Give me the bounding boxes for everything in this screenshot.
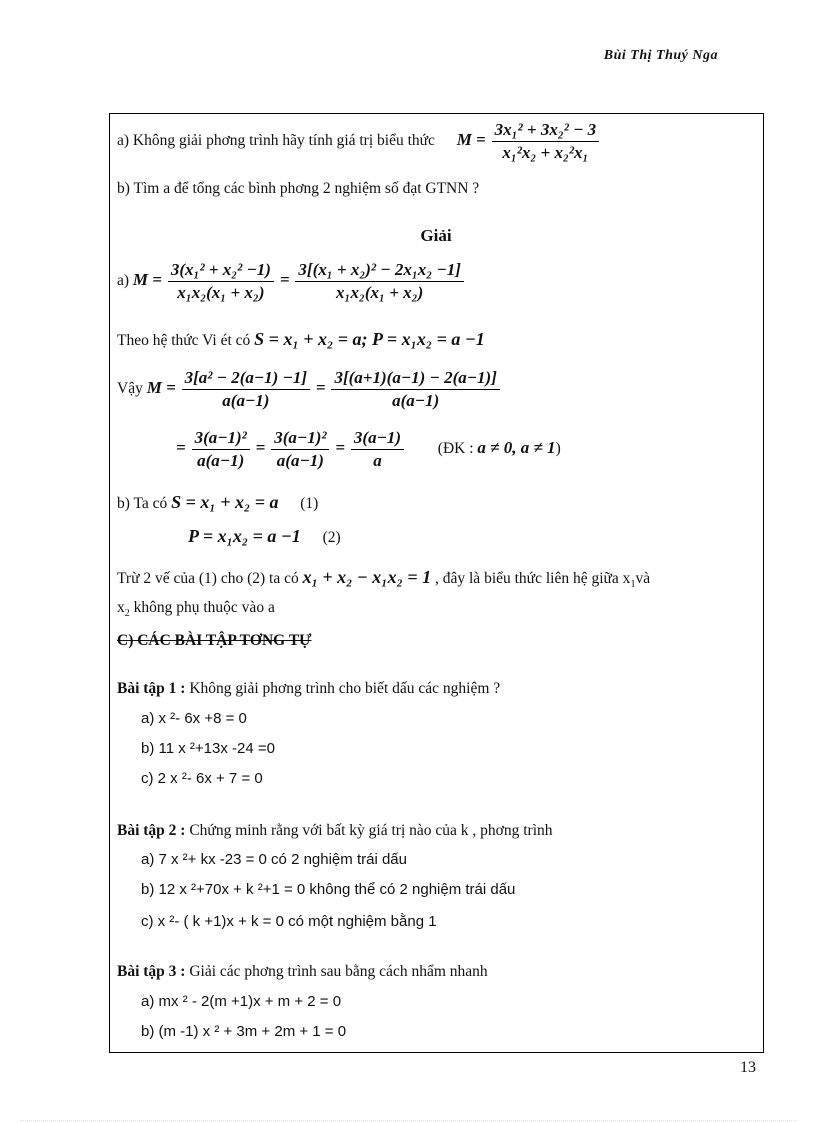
simplify-fraction-1 (192, 428, 250, 471)
exercise-1-text: Không giải phơng trình cho biết dấu các nghiệm ? (189, 680, 501, 697)
exercise-2-item-c: c) x ²- ( k +1)x + k = 0 có một nghiệm bằng 1 (141, 913, 437, 930)
b-eq-2: P = x₁x₂ = a −1 (188, 526, 301, 546)
condition-math: a ≠ 0, a ≠ 1 (477, 438, 556, 458)
exercise-2-heading (117, 822, 553, 840)
subscript: 1 (630, 579, 636, 591)
header-author: Bùi Thị Thuý Nga (603, 48, 718, 63)
solution-a-fraction-1 (168, 260, 274, 303)
page-number: 13 (740, 1059, 756, 1076)
fraction-numerator: 3(x₁² + x₂² −1) (168, 260, 274, 282)
equals-sign: = (315, 378, 326, 398)
solution-a-fraction-2 (295, 260, 464, 303)
solution-part-a (117, 260, 466, 303)
b-eq-1-tag: (1) (300, 495, 319, 512)
exercise-1-item-b: b) 11 x ²+13x -24 =0 (141, 740, 275, 757)
exercise-1-item-c: c) 2 x ²- 6x + 7 = 0 (141, 770, 263, 787)
vay-lhs: M = (146, 378, 176, 398)
subtract-text-post: , đây là biểu thức liên hệ giữa x (435, 570, 631, 587)
b-line-2 (188, 526, 341, 547)
exercise-1-title: Bài tập 1 : (117, 680, 186, 697)
exercise-2-text: Chứng minh rằng với bất kỳ giá trị nào của k , phơng trình (189, 822, 553, 839)
fraction-denominator: a(a−1) (276, 451, 324, 470)
subtract-text-va: và (635, 570, 651, 587)
problem-part-a-lhs: M = (456, 130, 486, 150)
exercise-3-item-b: b) (m -1) x ² + 3m + 2m + 1 = 0 (141, 1023, 347, 1040)
equals-sign: = (279, 270, 290, 290)
b-eq-1: S = x₁ + x₂ = a (171, 492, 279, 512)
fraction-numerator: 3[(x₁ + x₂)² − 2x₁x₂ −1] (295, 260, 464, 282)
b-line-1 (117, 492, 318, 513)
fraction-numerator: 3(a−1) (351, 428, 404, 450)
problem-part-a (117, 120, 601, 163)
vay-fraction-2 (331, 368, 499, 411)
fraction-numerator: 3[a² − 2(a−1) −1] (182, 368, 310, 390)
fraction-denominator: x₁²x₂ + x₂²x₁ (502, 143, 589, 162)
exercise-1-heading (117, 680, 500, 698)
exercise-3-title: Bài tập 3 : (117, 963, 186, 980)
exercise-2-item-b: b) 12 x ²+70x + k ²+1 = 0 không thể có 2 nghiệm trái dấu (141, 881, 516, 898)
fraction-numerator: 3[(a+1)(a−1) − 2(a−1)] (331, 368, 499, 390)
vay-fraction-1 (182, 368, 310, 411)
vay-text: Vậy (117, 380, 143, 398)
fraction-denominator: a(a−1) (222, 391, 270, 410)
fraction-denominator: x₁x₂(x₁ + x₂) (336, 283, 424, 302)
fraction-denominator: a (373, 451, 382, 470)
vay-line (117, 368, 502, 411)
simplify-fraction-3 (351, 428, 404, 471)
fraction-denominator: x₁x₂(x₁ + x₂) (177, 283, 265, 302)
exercise-2-item-a: a) 7 x ²+ kx -23 = 0 có 2 nghiệm trái dấu (141, 851, 407, 868)
problem-part-a-text: a) Không giải phơng trình hãy tính giá trị biểu thức (117, 132, 435, 150)
fraction-numerator: 3(a−1)² (192, 428, 250, 450)
viet-text: Theo hệ thức Vi ét có (117, 332, 251, 349)
simplify-fraction-2 (271, 428, 329, 471)
equals-sign: = (335, 438, 346, 458)
subtract-math: x₁ + x₂ − x₁x₂ = 1 (302, 567, 432, 587)
section-title: C) CÁC BÀI TẬP TƠNG TỰ (117, 632, 312, 649)
exercise-1-item-a: a) x ²- 6x +8 = 0 (141, 710, 247, 727)
exercise-3-text: Giải các phơng trình sau bằng cách nhẩm nhanh (189, 963, 488, 980)
subtract-line-2 (117, 599, 275, 619)
viet-math: S = x₁ + x₂ = a; P = x₁x₂ = a −1 (254, 329, 485, 349)
solution-a-lhs: M = (132, 270, 162, 290)
problem-part-b: b) Tìm a để tổng các bình phơng 2 nghiệm số đạt GTNN ? (117, 180, 480, 197)
condition-text: (ĐK : (437, 440, 474, 458)
problem-part-a-fraction (492, 120, 600, 163)
exercise-3-heading (117, 963, 488, 981)
fraction-denominator: a(a−1) (392, 391, 440, 410)
subtract-line (117, 567, 650, 590)
condition-close: ) (555, 440, 561, 458)
exercise-3-item-a: a) mx ² - 2(m +1)x + m + 2 = 0 (141, 993, 342, 1010)
viet-line (117, 329, 485, 350)
simplify-line (176, 428, 561, 471)
subscript: 2 (124, 608, 130, 620)
fraction-denominator: a(a−1) (197, 451, 245, 470)
equals-sign: = (255, 438, 266, 458)
solution-title: Giải (420, 226, 452, 245)
solution-a-label: a) (117, 272, 130, 290)
fraction-numerator: 3x₁² + 3x₂² − 3 (492, 120, 600, 142)
exercise-2-title: Bài tập 2 : (117, 822, 186, 839)
subtract-text: Trừ 2 vế của (1) cho (2) ta có (117, 570, 299, 587)
line2-text: không phụ thuộc vào a (129, 599, 275, 616)
b-eq-2-tag: (2) (322, 529, 341, 546)
b-text: b) Ta có (117, 495, 168, 512)
equals-sign: = (176, 438, 186, 458)
fraction-numerator: 3(a−1)² (271, 428, 329, 450)
bottom-divider (20, 1120, 796, 1121)
x-variable: x (117, 599, 125, 616)
